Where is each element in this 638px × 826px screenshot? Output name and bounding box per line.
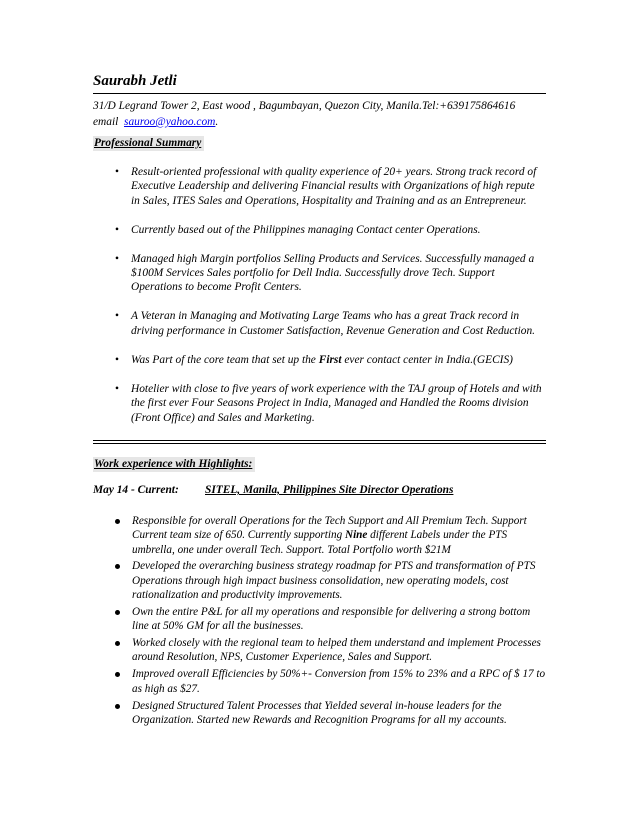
work-highlights-list	[93, 514, 546, 730]
summary-item: • Result-oriented professional with quality experience of 20+ years. Strong track record of Executive Leadership and delivering Financial results with Organizations of high repute in Sales, ITES Sales and Operations, Hospitality and Training and as an Entrepreneur.	[115, 166, 537, 207]
professional-summary-heading: Professional Summary	[93, 136, 204, 151]
email-line	[93, 114, 515, 130]
bullet-icon	[115, 519, 120, 524]
email-link[interactable]: sauroo@yahoo.com	[124, 116, 216, 128]
bullet-icon	[115, 672, 120, 677]
summary-item: • Managed high Margin portfolios Selling Products and Services. Successfully managed a $100M Services Sales portfolio for Dell India. Successfully drove Tech. Support Operations to become Profit Centers.	[115, 252, 535, 294]
bullet-icon	[115, 564, 120, 569]
summary-item: • Hotelier with close to five years of work experience with the TAJ group of Hotels and with the first ever Four Seasons Project in India, Managed and Handled the Rooms division (Front Office) and Sales and Marketing.	[115, 382, 542, 424]
work-item: Worked closely with the regional team to helped them understand and implement Processes around Resolution, NPS, Customer Experience, Sales and Support.	[93, 636, 546, 665]
summary-item: • A Veteran in Managing and Motivating Large Teams who has a great Track record in driving performance in Customer Satisfaction, Revenue Generation and Cost Reduction.	[115, 310, 535, 337]
summary-item: • Was Part of the core team that set up the First ever contact center in India.(GECIS)	[115, 353, 513, 366]
work-item: Improved overall Efficiencies by 50%+- Conversion from 15% to 23% and a RPC of $ 17 to as high as $27.	[93, 667, 546, 696]
work-item: Designed Structured Talent Processes that Yielded several in-house leaders for the Organization. Started new Rewards and Recognition Programs for all my accounts.	[93, 699, 546, 728]
section-divider	[93, 440, 546, 444]
role-title: SITEL, Manila, Philippines Site Director Operations	[205, 484, 454, 496]
bullet-icon	[115, 610, 120, 615]
role-date: May 14 - Current:	[93, 484, 179, 496]
bullet-icon	[115, 704, 120, 709]
work-item: Developed the overarching business strategy roadmap for PTS and transformation of PTS Operations through high impact business consolidation, new operating models, cost rationalization and productivity improvements.	[93, 559, 546, 602]
candidate-name: Saurabh Jetli	[93, 73, 177, 89]
role-line	[93, 484, 453, 496]
email-label: email	[93, 116, 119, 128]
header-rule	[93, 93, 546, 94]
bullet-icon	[115, 641, 120, 646]
address-line: 31/D Legrand Tower 2, East wood , Bagumbayan, Quezon City, Manila.Tel:+639175864616	[93, 100, 516, 112]
work-item: Own the entire P&L for all my operations and responsible for delivering a strong bottom line at 50% GM for all the businesses.	[93, 605, 546, 634]
work-experience-heading: Work experience with Highlights:	[93, 457, 255, 472]
work-item: Responsible for overall Operations for the Tech Support and All Premium Tech. Support Current team size of 650. Currently supporting Nine different Labels under the PTS umbrella, one under overall Tech. Support. Total Portfolio worth $21M	[93, 514, 546, 557]
summary-list	[93, 165, 546, 440]
email-suffix: .	[215, 116, 219, 128]
contact-block	[93, 98, 515, 130]
summary-item: • Currently based out of the Philippines managing Contact center Operations.	[115, 223, 481, 236]
